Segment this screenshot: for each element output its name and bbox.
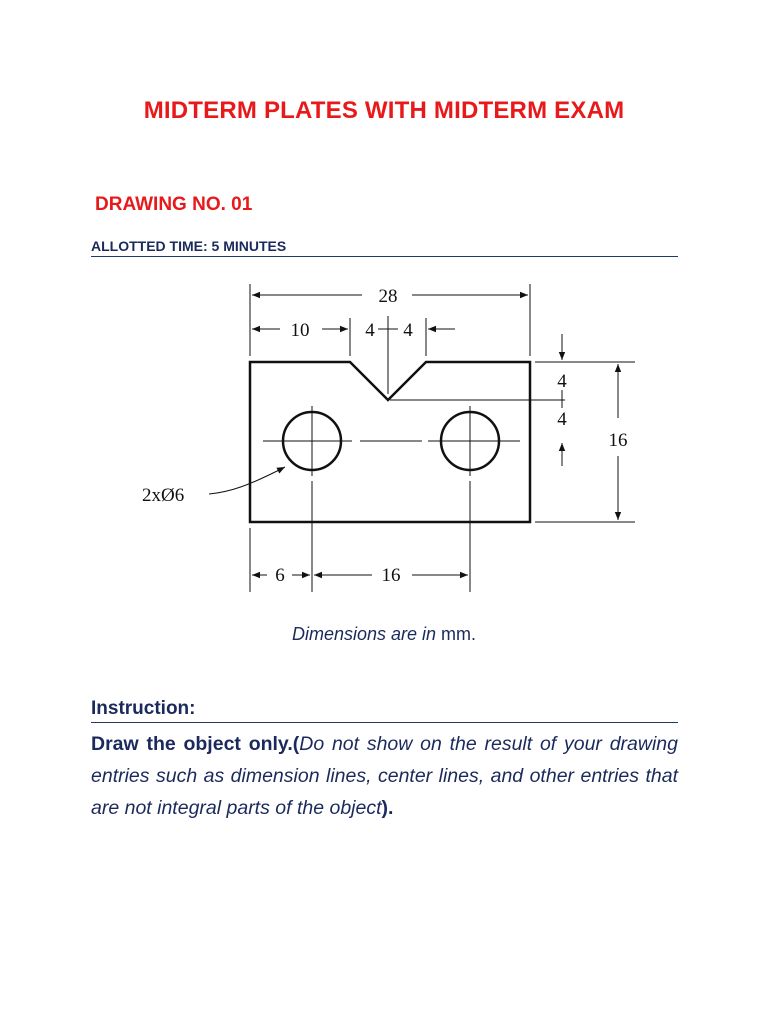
dim-notch-left-label: 4 [365, 320, 375, 341]
center-lines [263, 406, 520, 476]
dimension-notch-row [252, 320, 455, 341]
divider-line [91, 722, 678, 723]
instruction-text [91, 728, 678, 824]
divider-line [91, 256, 678, 257]
dimension-overall-width [252, 286, 528, 307]
hole-callout [142, 467, 285, 506]
dim-28-label: 28 [378, 286, 398, 307]
caption-unit: mm. [441, 624, 477, 644]
dim-notch-right-label: 4 [403, 320, 413, 341]
caption-text: Dimensions are in [291, 624, 437, 644]
technical-drawing [130, 276, 650, 596]
instruction-body: Do not show on the result of your drawing entries such as dimension lines, center lines, and other entries that are not integral parts of the object [91, 733, 678, 819]
dimension-height [609, 364, 628, 520]
object-outline [250, 362, 530, 522]
allotted-time: ALLOTTED TIME: 5 MINUTES [91, 238, 287, 254]
dim-10-label: 10 [290, 320, 310, 341]
instruction-close: ). [381, 797, 394, 819]
dimensions-caption [0, 624, 768, 645]
instruction-heading: Instruction: [91, 698, 196, 719]
dim-right-upper-label: 4 [557, 371, 567, 392]
dim-right-lower-label: 4 [557, 409, 567, 430]
dim-hole-edge-label: 6 [275, 565, 285, 586]
technical-drawing-svg [130, 276, 650, 596]
dim-height-label: 16 [608, 430, 628, 451]
drawing-number: DRAWING NO. 01 [95, 194, 253, 215]
instruction-lead: Draw the object only.( [91, 733, 300, 755]
hole-callout-label: 2xØ6 [142, 485, 185, 506]
page-title: MIDTERM PLATES WITH MIDTERM EXAM [143, 97, 625, 124]
dimension-bottom-row [252, 565, 468, 586]
dim-hole-spacing-label: 16 [381, 565, 401, 586]
